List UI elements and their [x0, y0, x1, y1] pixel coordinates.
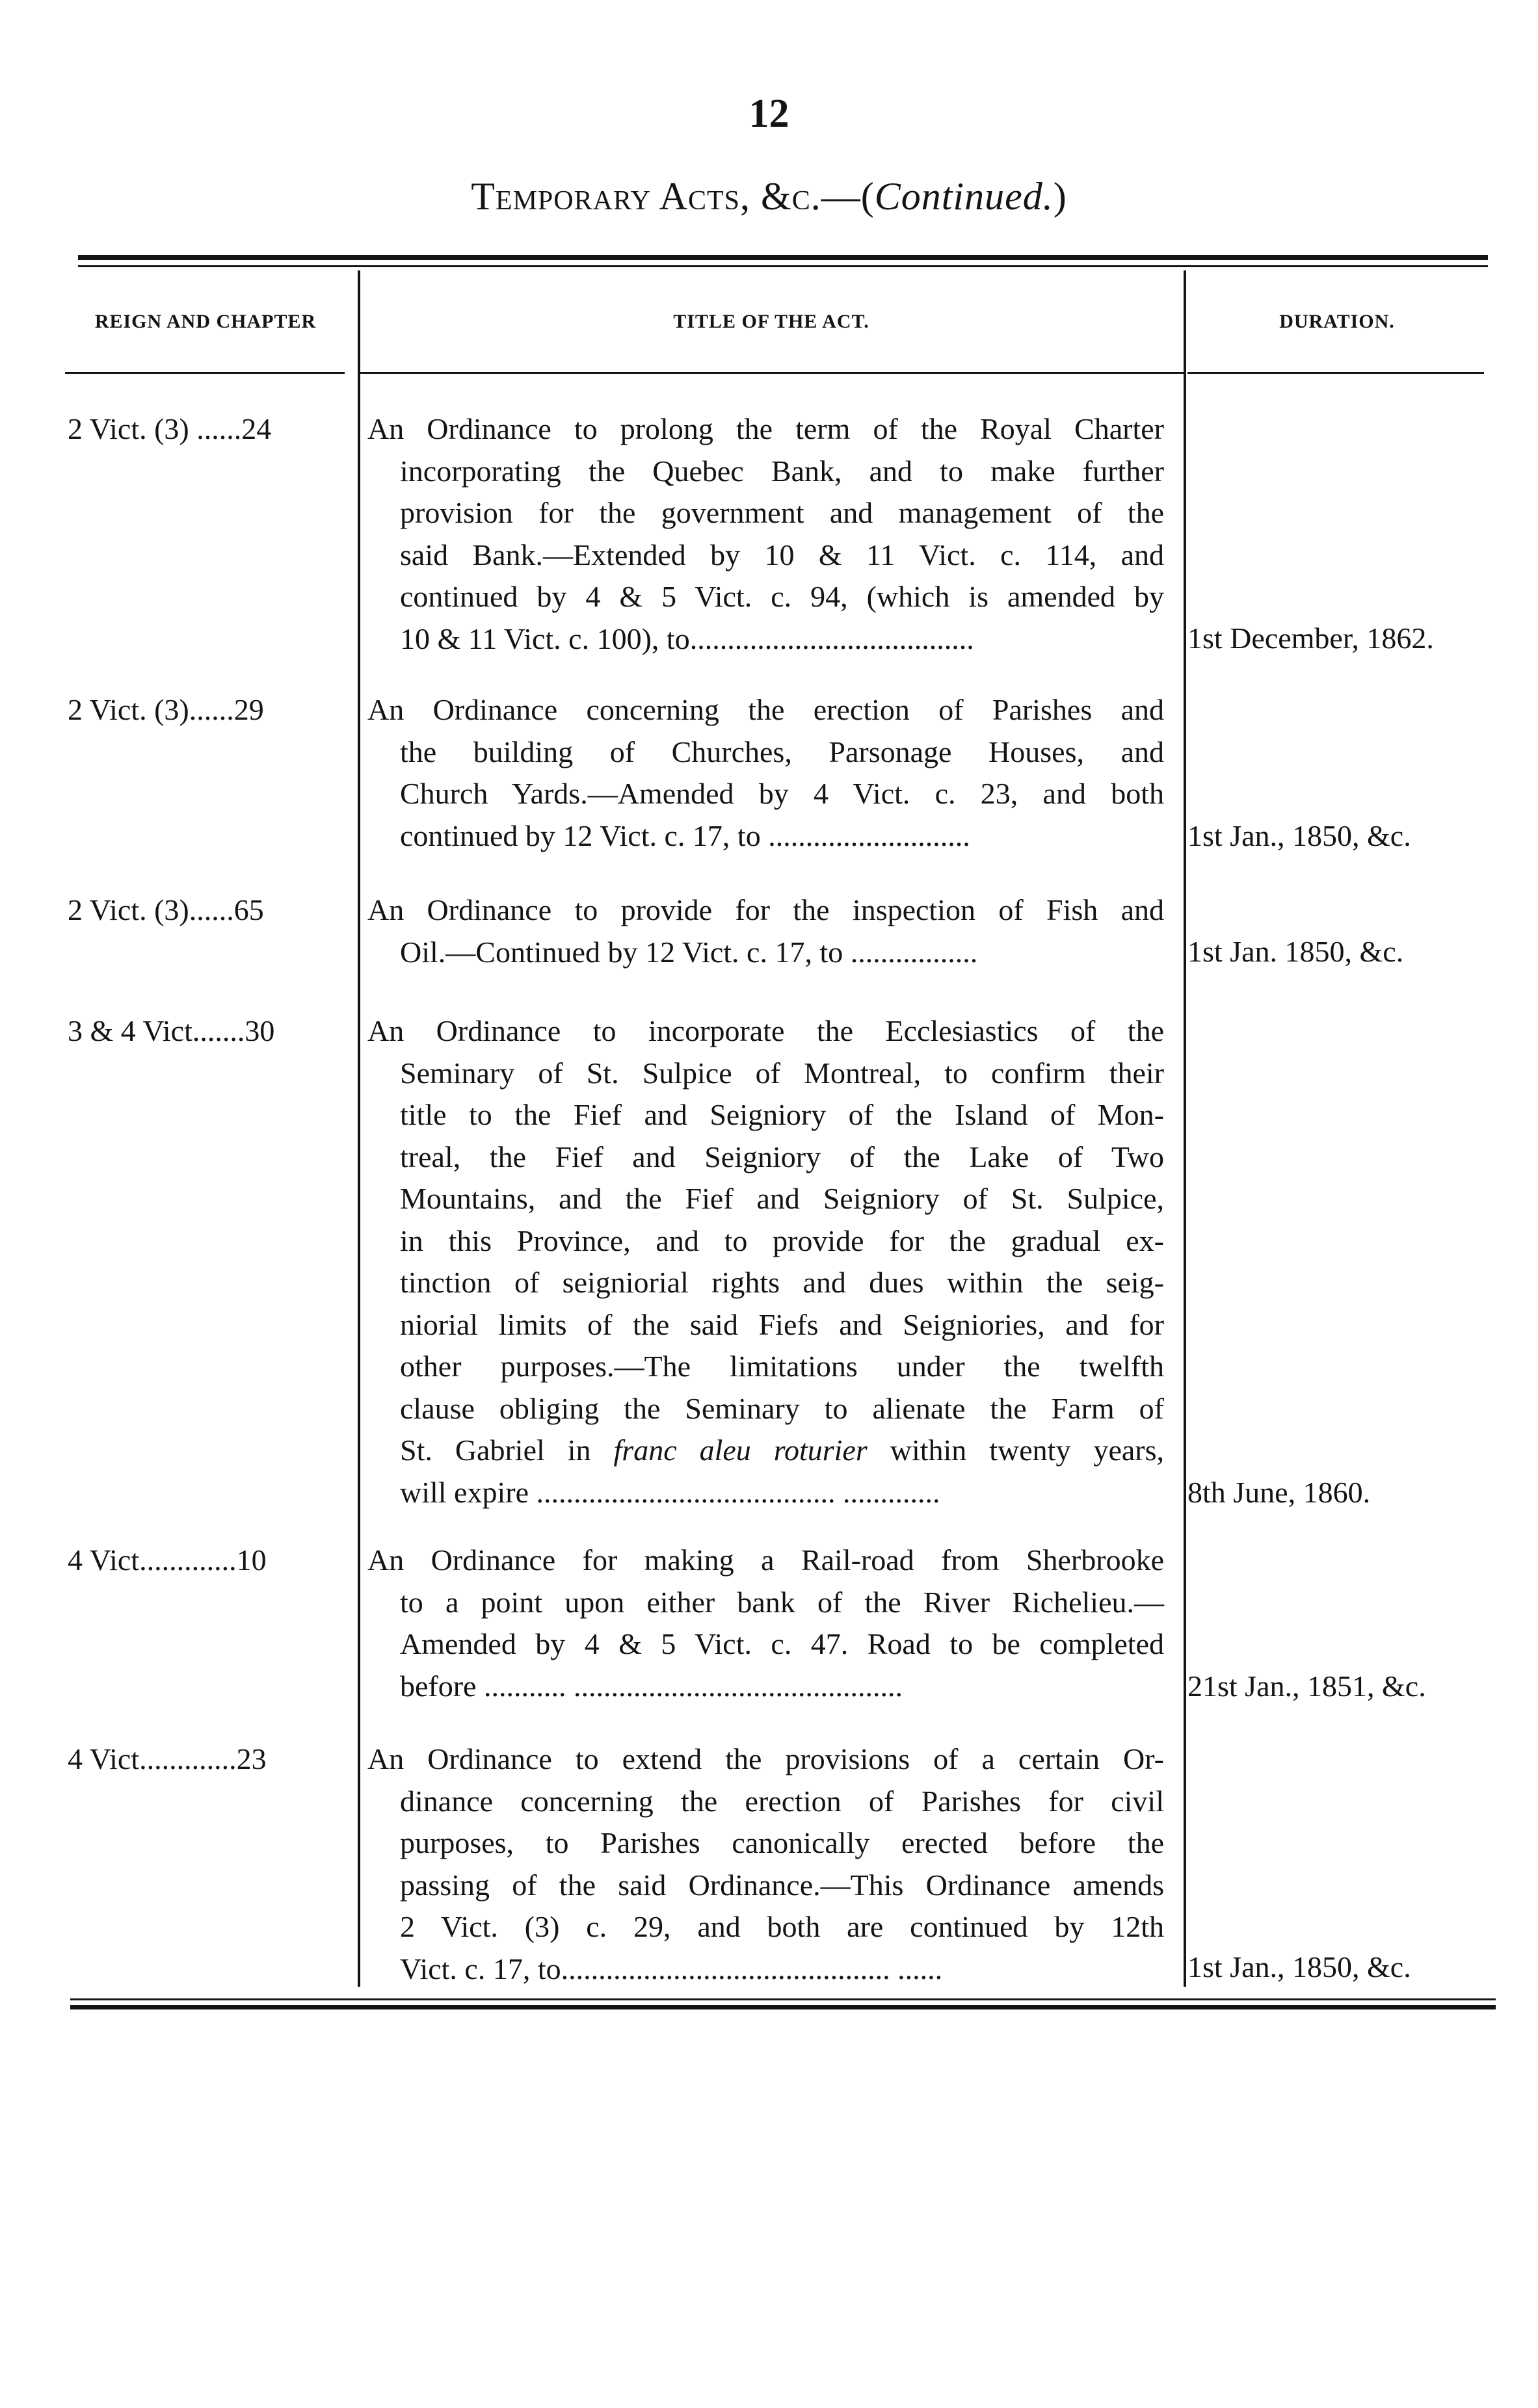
row-2-title-line: the building of Churches, Parsonage Houses, and	[400, 735, 1164, 768]
row-6-title-line: purposes, to Parishes canonically erected before the	[400, 1826, 1164, 1859]
header-reign-and-chapter: REIGN AND CHAPTER	[94, 311, 317, 332]
row-3-title-line: Oil.—Continued by 12 Vict. c. 17, to .................	[400, 935, 978, 969]
row-1-title-line: An Ordinance to prolong the term of the Royal Charter	[367, 412, 1164, 445]
row-2-title-line: continued by 12 Vict. c. 17, to ...........................	[400, 818, 970, 852]
row-4-title	[367, 1010, 1164, 1513]
header-title-of-act: TITLE OF THE ACT.	[673, 311, 869, 332]
row-3-title	[367, 889, 1164, 973]
row-6-title-line: passing of the said Ordinance.—This Ordinance amends	[400, 1868, 1164, 1902]
running-title-suffix: )	[1053, 175, 1067, 218]
bottom-rule-thick	[70, 2005, 1496, 2009]
row-4-title-line-italic: St. Gabriel in franc aleu roturier within twenty years,	[400, 1433, 1164, 1467]
row-1-title-line: continued by 4 & 5 Vict. c. 94, (which is amended by	[400, 580, 1164, 613]
row-4-title-line: Mountains, and the Fief and Seigniory of St. Sulpice,	[400, 1182, 1164, 1215]
header-duration: DURATION.	[1279, 311, 1395, 332]
row-5-reign: 4 Vict.............10	[68, 1543, 267, 1577]
header-rule-duration	[1187, 372, 1484, 374]
row-6-duration: 1st Jan., 1850, &c.	[1187, 1950, 1411, 1983]
running-title	[0, 174, 1538, 219]
row-3-reign: 2 Vict. (3)......65	[68, 893, 264, 926]
row-1-title-line: said Bank.—Extended by 10 & 11 Vict. c. 114, and	[400, 538, 1164, 571]
row-5-title-line: An Ordinance for making a Rail-road from Sherbrooke	[367, 1543, 1164, 1577]
row-4-title-line: tinction of seigniorial rights and dues within the seig-	[400, 1266, 1164, 1299]
column-divider-right	[1184, 270, 1186, 1987]
row-1-title-line: provision for the government and management of the	[400, 496, 1164, 529]
column-divider-left	[358, 270, 360, 1987]
row-5-title	[367, 1539, 1164, 1707]
row-5-title-line: Amended by 4 & 5 Vict. c. 47. Road to be completed	[400, 1627, 1164, 1660]
row-1-duration: 1st December, 1862.	[1187, 622, 1434, 655]
row-4-title-line: clause obliging the Seminary to alienate the Farm of	[400, 1391, 1164, 1425]
top-rule-thin	[78, 265, 1488, 267]
row-2-title-line: An Ordinance concerning the erection of Parishes and	[367, 693, 1164, 726]
row-3-duration: 1st Jan. 1850, &c.	[1187, 935, 1404, 968]
row-1-title	[367, 408, 1164, 660]
row-4-title-line: An Ordinance to incorporate the Ecclesiastics of the	[367, 1014, 1164, 1047]
row-5-title-line: before ........... ............................................	[400, 1669, 903, 1703]
row-5-title-line: to a point upon either bank of the River Richelieu.—	[400, 1585, 1164, 1619]
italic-phrase: franc aleu roturier	[613, 1433, 868, 1467]
row-2-duration: 1st Jan., 1850, &c.	[1187, 819, 1411, 852]
row-4-title-line: in this Province, and to provide for the gradual ex-	[400, 1224, 1164, 1257]
row-6-title-line: dinance concerning the erection of Parishes for civil	[400, 1784, 1164, 1818]
row-6-title-line: Vict. c. 17, to............................................ ......	[400, 1952, 943, 1985]
row-4-reign: 3 & 4 Vict.......30	[68, 1014, 275, 1047]
row-6-reign: 4 Vict.............23	[68, 1742, 267, 1775]
row-4-title-line: treal, the Fief and Seigniory of the Lake of Two	[400, 1140, 1164, 1173]
row-4-title-line: niorial limits of the said Fiefs and Seigniories, and for	[400, 1307, 1164, 1341]
row-1-title-line: incorporating the Quebec Bank, and to make further	[400, 454, 1164, 488]
bottom-rule-thin	[70, 1998, 1496, 2000]
header-rule-title	[359, 372, 1186, 374]
row-4-title-line: Seminary of St. Sulpice of Montreal, to confirm their	[400, 1056, 1164, 1090]
row-4-duration: 8th June, 1860.	[1187, 1476, 1371, 1509]
row-6-title-line: 2 Vict. (3) c. 29, and both are continued by 12th	[400, 1910, 1164, 1943]
row-4-title-line: other purposes.—The limitations under the twelfth	[400, 1350, 1164, 1383]
row-6-title	[367, 1738, 1164, 1990]
row-4-title-line: title to the Fief and Seigniory of the Island of Mon-	[400, 1098, 1164, 1131]
row-1-title-line: 10 & 11 Vict. c. 100), to......................................	[400, 622, 974, 655]
row-3-title-line: An Ordinance to provide for the inspection of Fish and	[367, 893, 1164, 926]
row-2-title	[367, 689, 1164, 857]
running-title-prefix: Temporary Acts, &c.—(	[471, 175, 875, 218]
row-6-title-line: An Ordinance to extend the provisions of a certain Or-	[367, 1742, 1164, 1775]
row-4-title-line: will expire ........................................ .............	[400, 1475, 940, 1509]
top-rule-thick	[78, 255, 1488, 260]
row-2-title-line: Church Yards.—Amended by 4 Vict. c. 23, and both	[400, 777, 1164, 810]
row-2-reign: 2 Vict. (3)......29	[68, 693, 264, 726]
row-5-duration: 21st Jan., 1851, &c.	[1187, 1669, 1426, 1703]
page-number: 12	[749, 92, 789, 136]
row-1-reign: 2 Vict. (3) ......24	[68, 412, 272, 445]
header-rule-reign	[65, 372, 345, 374]
running-title-continued: Continued.	[874, 175, 1054, 218]
